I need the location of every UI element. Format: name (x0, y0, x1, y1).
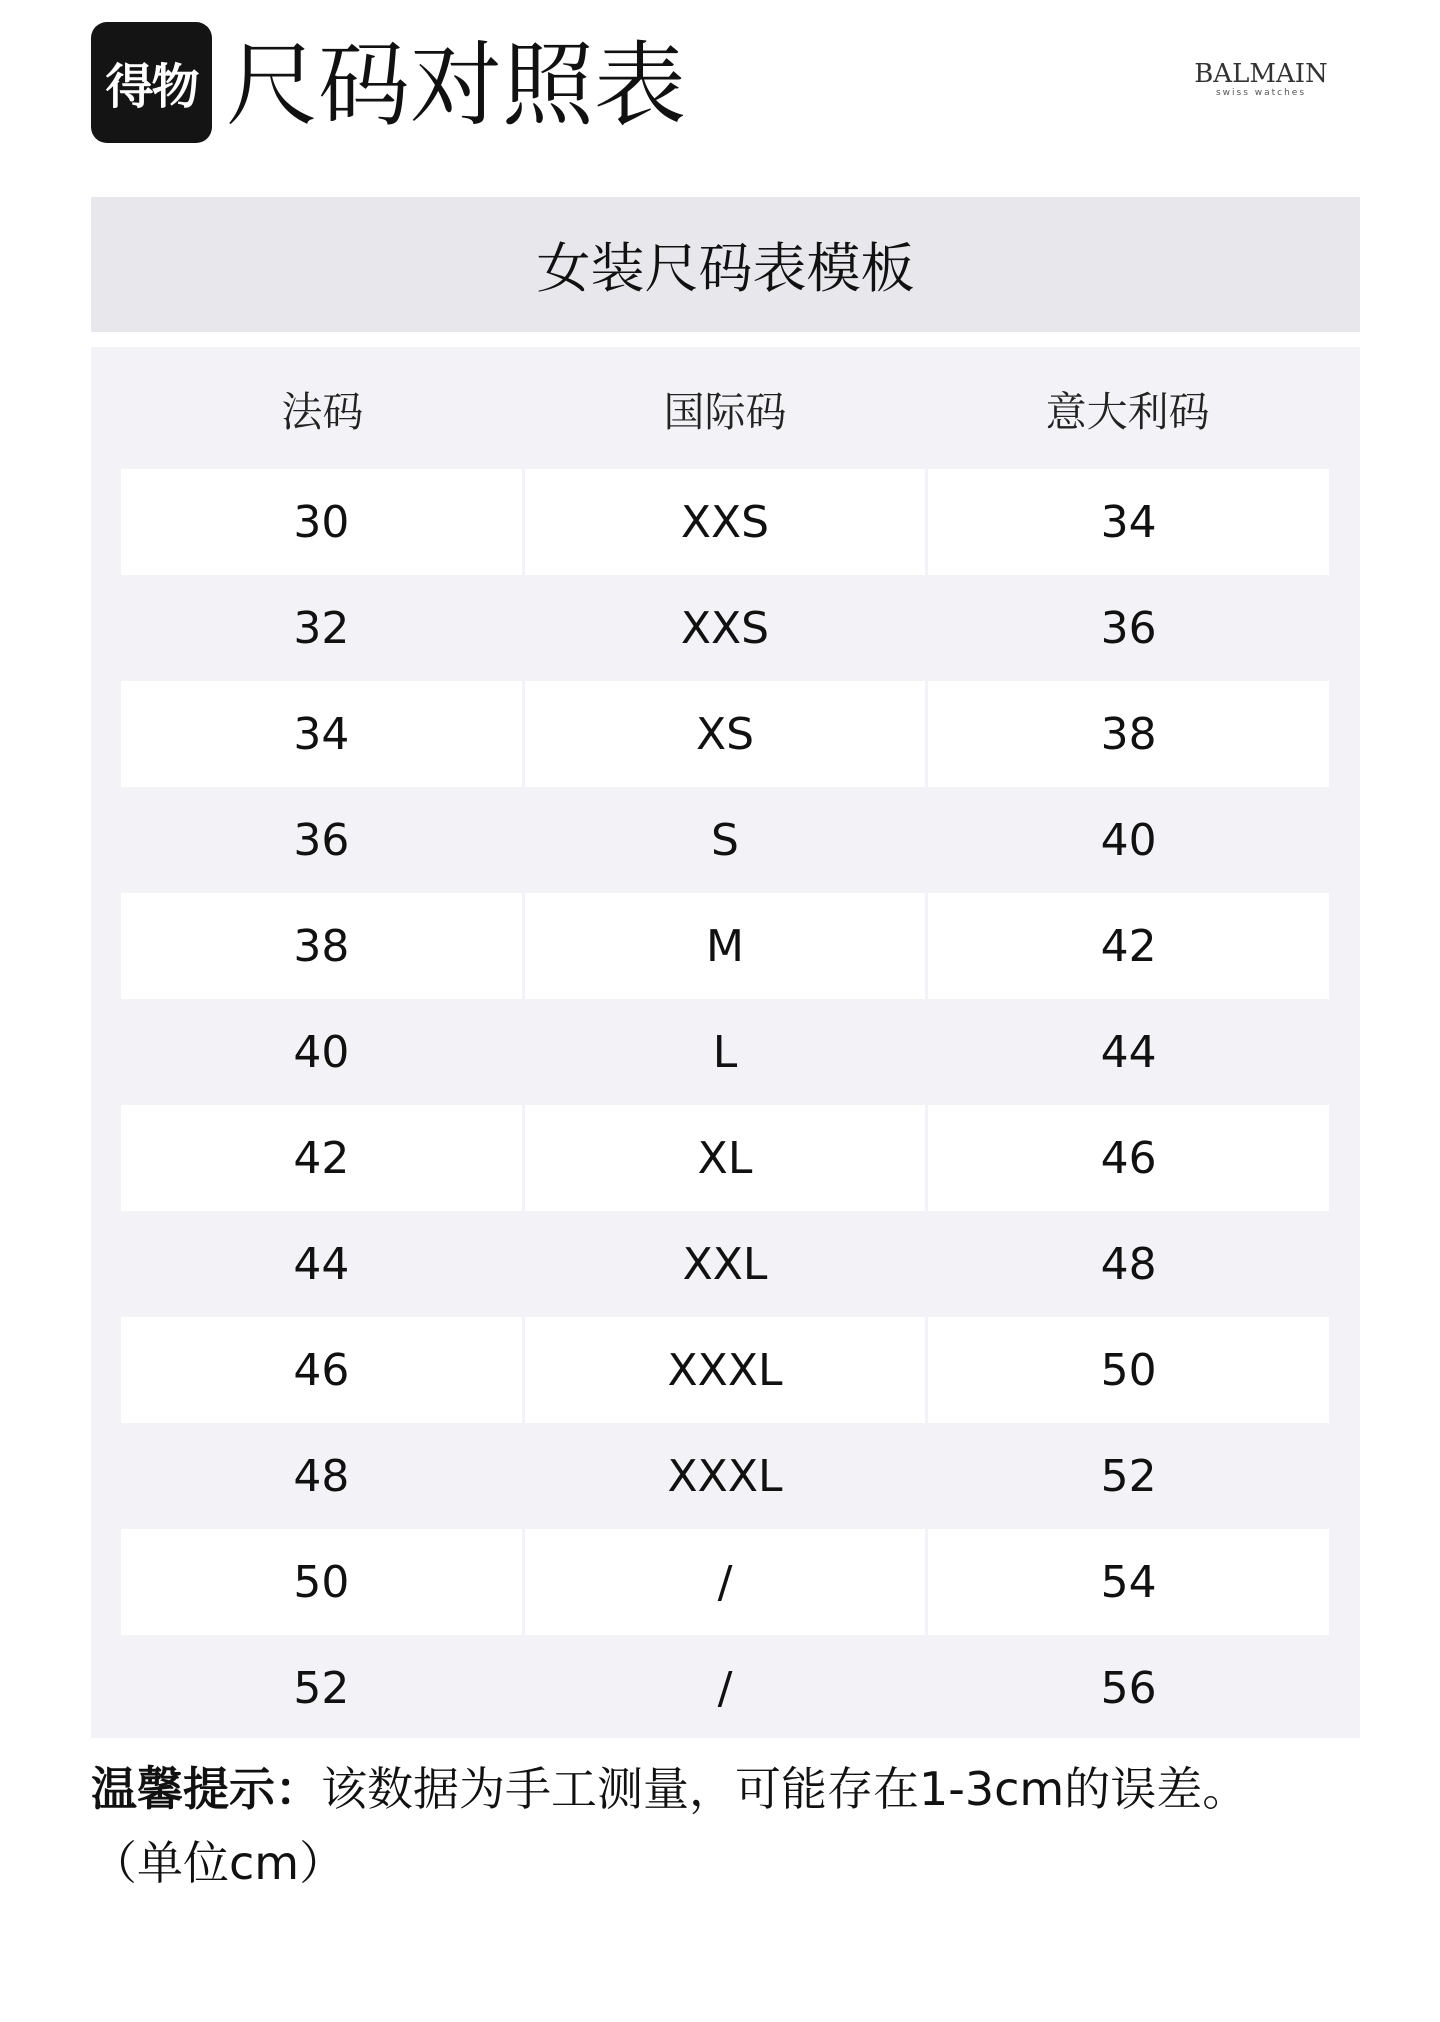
cell-italian: 56 (1100, 1662, 1157, 1714)
table-row (121, 1529, 1329, 1635)
cell-french: 38 (121, 893, 522, 999)
cell-italian: 48 (1100, 1238, 1157, 1290)
unit-note: （单位cm） (91, 1836, 346, 1890)
table-body (121, 469, 1329, 1741)
cell-french: 36 (293, 814, 350, 866)
cell-international: S (711, 814, 739, 866)
table-row (121, 1211, 1329, 1317)
table-row (121, 1635, 1329, 1741)
cell-french: 34 (121, 681, 522, 787)
cell-french: 46 (121, 1317, 522, 1423)
cell-italian: 44 (1100, 1026, 1157, 1078)
table-row (121, 1423, 1329, 1529)
cell-italian: 34 (928, 469, 1329, 575)
page-title: 尺码对照表 (226, 32, 687, 139)
cell-italian: 42 (928, 893, 1329, 999)
table-row (121, 469, 1329, 575)
cell-international: XXS (680, 602, 770, 654)
table-row (121, 893, 1329, 999)
cell-international: XS (525, 681, 926, 787)
table-row (121, 575, 1329, 681)
cell-italian: 46 (928, 1105, 1329, 1211)
cell-italian: 36 (1100, 602, 1157, 654)
table-row (121, 681, 1329, 787)
cell-international: / (717, 1662, 733, 1714)
cell-international: / (525, 1529, 926, 1635)
header (91, 22, 1341, 152)
column-header-french: 法码 (281, 387, 364, 436)
cell-french: 30 (121, 469, 522, 575)
table-title: 女装尺码表模板 (536, 237, 915, 300)
app-logo-text: 得物 (105, 59, 198, 115)
cell-italian: 38 (928, 681, 1329, 787)
cell-french: 32 (293, 602, 350, 654)
table-title-bar (91, 197, 1360, 332)
table-header-row (121, 347, 1329, 469)
cell-international: XXL (682, 1238, 768, 1290)
cell-french: 52 (293, 1662, 350, 1714)
column-header-international: 国际码 (663, 387, 787, 436)
cell-french: 44 (293, 1238, 350, 1290)
cell-international: XXS (525, 469, 926, 575)
table-row (121, 999, 1329, 1105)
cell-international: XL (525, 1105, 926, 1211)
column-header-italian: 意大利码 (1045, 387, 1210, 436)
table-row (121, 1105, 1329, 1211)
tip-note (91, 1752, 1351, 1900)
cell-international: M (525, 893, 926, 999)
cell-french: 48 (293, 1450, 350, 1502)
tip-line (91, 1752, 1351, 1826)
brand-name: BALMAIN (1194, 59, 1328, 89)
cell-international: XXXL (667, 1450, 783, 1502)
cell-international: L (712, 1026, 738, 1078)
cell-italian: 50 (928, 1317, 1329, 1423)
cell-french: 50 (121, 1529, 522, 1635)
app-logo (91, 22, 212, 143)
cell-french: 40 (293, 1026, 350, 1078)
tip-label: 温馨提示： (91, 1762, 321, 1816)
table-row (121, 787, 1329, 893)
tip-text: 该数据为手工测量，可能存在1-3cm的误差。 (321, 1762, 1249, 1816)
cell-italian: 52 (1100, 1450, 1157, 1502)
brand-subtitle: swiss watches (1215, 88, 1307, 98)
brand-logo (1181, 60, 1341, 98)
size-table (91, 347, 1360, 1738)
cell-french: 42 (121, 1105, 522, 1211)
cell-italian: 54 (928, 1529, 1329, 1635)
cell-italian: 40 (1100, 814, 1157, 866)
table-row (121, 1317, 1329, 1423)
cell-international: XXXL (525, 1317, 926, 1423)
